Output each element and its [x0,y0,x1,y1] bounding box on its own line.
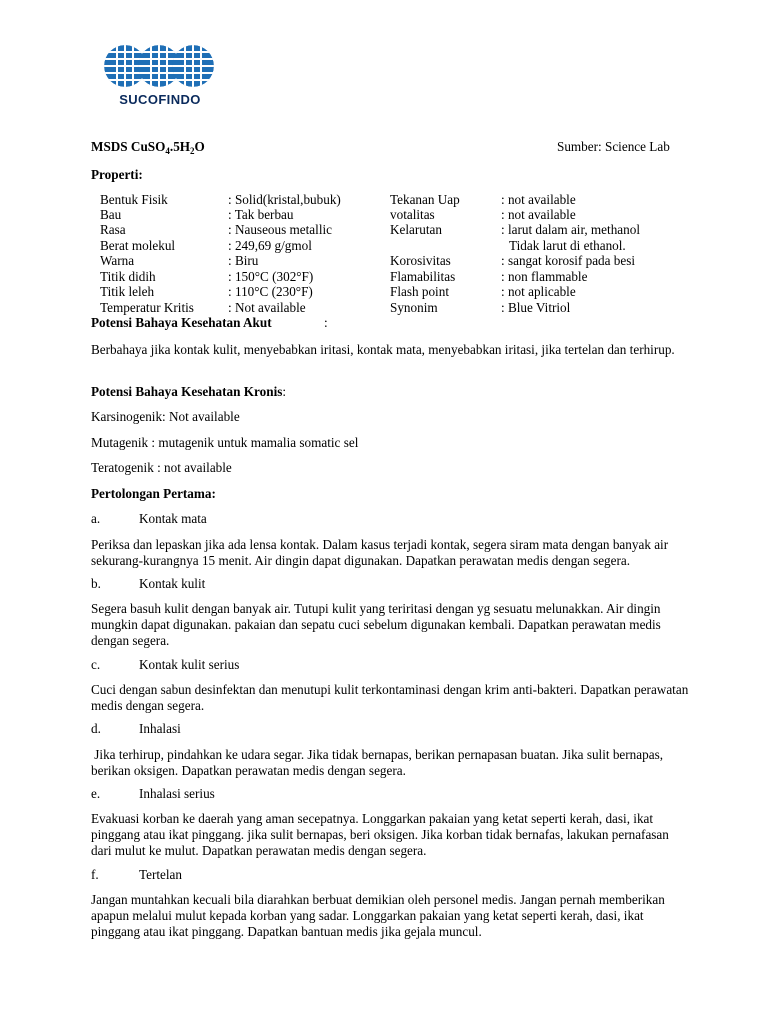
prop-label: Warna [100,253,135,268]
prop-label: Synonim [390,300,438,315]
title-subscript-4: 4 [165,146,170,156]
prop-value: : not aplicable [501,284,576,299]
logo-text: SUCOFINDO [119,92,201,107]
document-title [91,139,205,159]
prop-label: Titik didih [100,269,156,284]
item-title: Inhalasi [139,721,181,736]
item-title: Tertelan [139,867,183,882]
item-letter: b. [91,576,101,591]
item-text: Evakuasi korban ke daerah yang aman secepatnya. Longgarkan pakaian yang ketat seperti kerah, dasi, ikat pinggang atau ikat pinggang. jika sulit bernapas, beri oksigen. Jika korban tidak bernafas, lakukan pernafasan dari mulut ke mulut. Dapatkan perawatan medis dengan segera. [91,811,669,858]
prop-value: : larut dalam air, methanol [501,222,640,237]
item-text: Jika terhirup, pindahkan ke udara segar. Jika tidak bernapas, berikan pernapasan buatan. Jika sulit bernapas, berikan oksigen. Dapatkan perawatan medis dengan segera. [91,747,667,778]
item-text: Periksa dan lepaskan jika ada lensa kontak. Dalam kasus terjadi kontak, segera siram mata dengan banyak air sekurang-kurangnya 15 menit. Air dingin dapat digunakan. Dapatkan perawatan medis dengan segera. [91,537,669,568]
prop-label: Rasa [100,222,126,237]
item-letter: a. [91,511,101,526]
prop-value: : not available [501,192,576,207]
prop-label: Korosivitas [390,253,451,268]
teratogenik-text: Teratogenik : not available [91,460,232,475]
pertolongan-heading: Pertolongan Pertama: [91,486,216,501]
prop-label: Flamabilitas [390,269,456,284]
item-text: Cuci dengan sabun desinfektan dan menutupi kulit terkontaminasi dengan krim anti-bakteri. Dapatkan perawatan medis dengan segera. [91,682,689,713]
item-letter: f. [91,867,99,882]
prop-label: votalitas [390,207,435,222]
title-prefix: MSDS CuSO [91,139,166,154]
item-letter: e. [91,786,101,801]
prop-value: : Tak berbau [228,207,294,222]
properti-heading: Properti: [91,167,143,182]
title-subscript-2: 2 [190,146,195,156]
akut-text: Berbahaya jika kontak kulit, menyebabkan iritasi, kontak mata, menyebabkan iritasi, jika tertelan dan terhirup. [91,342,675,357]
mutagenik-text: Mutagenik : mutagenik untuk mamalia somatic sel [91,435,359,450]
item-title: Inhalasi serius [139,786,215,801]
prop-value: : Blue Vitriol [501,300,571,315]
prop-label: Tekanan Uap [390,192,460,207]
item-title: Kontak kulit serius [139,657,240,672]
source-label: Sumber: Science Lab [557,139,670,154]
prop-label: Bau [100,207,122,222]
prop-value: : 249,69 g/gmol [228,238,312,253]
prop-value: : 110°C (230°F) [228,284,313,299]
item-text: Jangan muntahkan kecuali bila diarahkan berbuat demikian oleh personel medis. Jangan pernah memberikan apapun melalui mulut kepada korban yang sadar. Longgarkan pakaian yang ketat seperti kerah, dasi, ikat pinggang atau ikat pinggang. Dapatkan bantuan medis jika gejala muncul. [91,892,665,939]
item-letter: c. [91,657,101,672]
prop-value-continued: Tidak larut di ethanol. [509,238,626,253]
item-text: Segera basuh kulit dengan banyak air. Tutupi kulit yang teriritasi dengan yg sesuatu melunakkan. Air dingin mungkin dapat digunakan. pakaian dan sepatu cuci sebelum digunakan kembali. Dapatkan perawatan medis dengan segera. [91,601,661,648]
prop-label: Flash point [390,284,449,299]
item-title: Kontak mata [139,511,207,526]
akut-heading: Potensi Bahaya Kesehatan Akut [91,315,272,330]
item-letter: d. [91,721,101,736]
title-mid: .5H [169,139,191,154]
prop-label: Temperatur Kritis [100,300,194,315]
prop-label: Kelarutan [390,222,442,237]
item-title: Kontak kulit [139,576,206,591]
prop-value: : non flammable [501,269,588,284]
prop-value: : Not available [228,300,306,315]
prop-label: Bentuk Fisik [100,192,168,207]
prop-value: : sangat korosif pada besi [501,253,636,268]
kronis-heading-line [91,384,286,400]
prop-value: : Nauseous metallic [228,222,333,237]
prop-value: : Solid(kristal,bubuk) [228,192,341,207]
karsinogenik-text: Karsinogenik: Not available [91,409,240,424]
prop-value: : 150°C (302°F) [228,269,314,284]
prop-label: Titik leleh [100,284,155,299]
prop-value: : Biru [228,253,259,268]
prop-value: : not available [501,207,576,222]
title-end: O [194,139,205,154]
akut-colon: : [324,315,328,330]
kronis-heading: Potensi Bahaya Kesehatan Kronis [91,384,283,399]
prop-label: Berat molekul [100,238,176,253]
kronis-colon: : [282,384,287,399]
